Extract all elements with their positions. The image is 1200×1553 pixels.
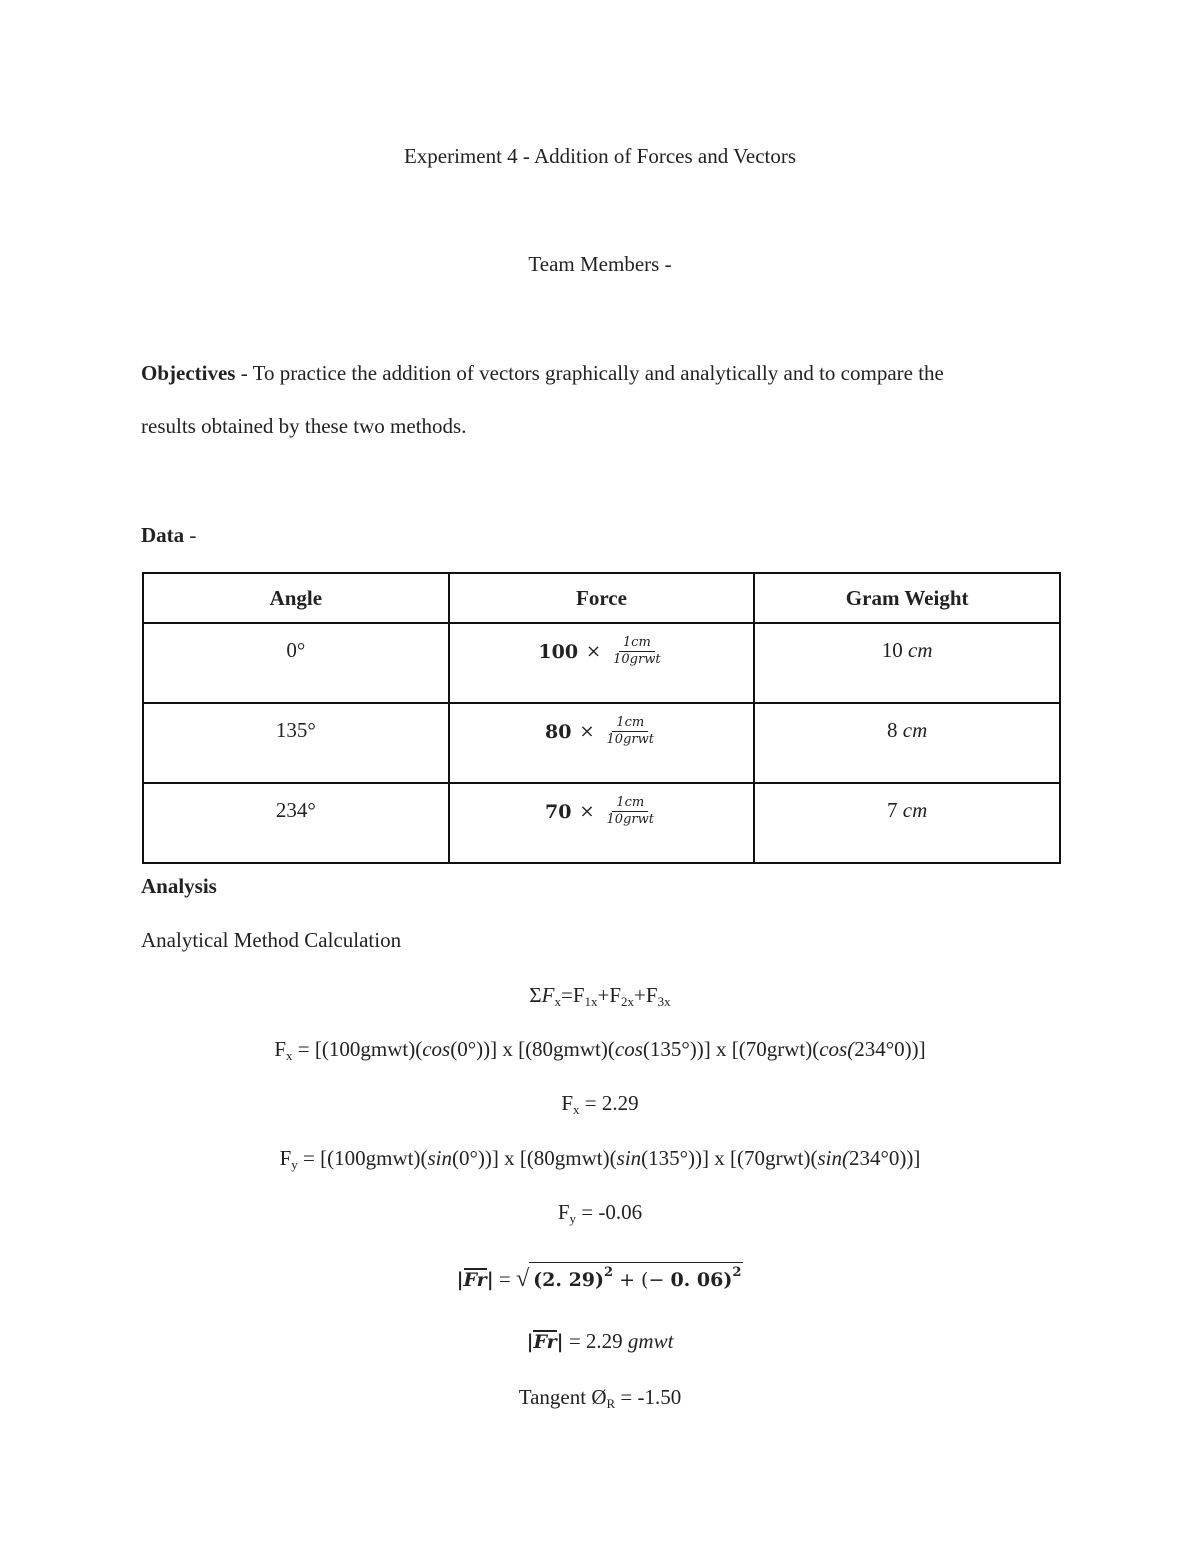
eq-text: =F [560, 983, 585, 1007]
force-value: 80 [544, 720, 572, 743]
analysis-heading [141, 873, 217, 899]
tangent-equation [0, 1385, 1200, 1412]
table-header-row [143, 573, 1060, 623]
data-label: Data [141, 523, 185, 547]
force-fraction [609, 636, 664, 668]
force-value: 70 [544, 800, 572, 823]
eq-text: F [557, 1200, 570, 1224]
cos-fn: cos [422, 1037, 451, 1061]
eq-text: = 2.29 [563, 1329, 628, 1353]
cell-force [449, 783, 755, 863]
eq-text: = [(100gmwt)( [292, 1037, 423, 1061]
gram-weight-unit: cm [908, 638, 933, 662]
fy-value [0, 1200, 1200, 1227]
eq-sub: x [554, 994, 561, 1009]
fr-vector: Fr [463, 1269, 487, 1291]
objectives-line-1 [141, 360, 944, 386]
fraction-denominator: 10grwt [606, 812, 654, 828]
eq-text: = -0.06 [576, 1200, 643, 1224]
fr-magnitude-equation: |Fr| = √ (2. 29)$^2$ + (− 0. 06)$^2$ [0, 1262, 1200, 1293]
team-members-label: Team Members - [528, 252, 672, 276]
eq-sub: R [606, 1396, 616, 1411]
eq-text: + (− [613, 1269, 671, 1291]
gram-weight-value: 7 [887, 798, 898, 822]
analysis-label: Analysis [141, 874, 217, 898]
eq-text: 0. 06) [670, 1269, 733, 1291]
data-table [142, 572, 1061, 864]
table-row [143, 623, 1060, 703]
header-gram-weight: Gram Weight [754, 573, 1060, 623]
times-sign: × [579, 801, 595, 823]
gram-weight-unit: cm [902, 718, 928, 742]
table-row [143, 783, 1060, 863]
force-fraction [603, 716, 658, 748]
fraction-denominator: 10grwt [613, 652, 661, 668]
force-fraction [603, 796, 658, 828]
fr-value: |Fr| = 2.29 gmwt [526, 1329, 674, 1353]
eq-sub: y [569, 1211, 577, 1226]
cell-angle: 135° [143, 703, 449, 783]
eq-text: +F [597, 983, 622, 1007]
analytical-method-subheading: Analytical Method Calculation [141, 928, 402, 952]
eq-f: F [541, 983, 555, 1007]
sin-fn: sin [616, 1146, 642, 1170]
eq-text: F [279, 1146, 292, 1170]
force-value: 100 [538, 640, 579, 663]
sqrt-body [529, 1262, 743, 1291]
cos-fn: cos [614, 1037, 643, 1061]
eq-text: = 2.29 [579, 1091, 639, 1115]
eq-exponent: 2 [604, 1265, 614, 1280]
eq-text: (135°))] x [(70grwt)( [641, 1146, 818, 1170]
eq-text: 234°0))] [854, 1037, 926, 1061]
document-title: Experiment 4 - Addition of Forces and Vectors [403, 144, 797, 168]
header-force: Force [449, 573, 755, 623]
eq-text: +F [634, 983, 658, 1007]
cell-gram-weight [754, 783, 1060, 863]
eq-sub: 2x [621, 994, 635, 1009]
gram-weight-value: 8 [887, 718, 898, 742]
fraction-numerator: 1cm [612, 716, 648, 732]
cell-gram-weight [754, 703, 1060, 783]
cell-gram-weight [754, 623, 1060, 703]
cell-force [449, 703, 755, 783]
eq-text: = [(100gmwt)( [297, 1146, 428, 1170]
objectives-label: Objectives [141, 361, 236, 385]
eq-text: (2. 29) [533, 1269, 605, 1291]
eq-text: (135°))] x [(70grwt)( [642, 1037, 820, 1061]
gram-weight-value: 10 [881, 638, 903, 662]
fr-unit: gmwt [627, 1329, 674, 1353]
fy-equation [0, 1146, 1200, 1173]
sin-fn: sin [427, 1146, 452, 1170]
data-suffix: - [184, 523, 197, 547]
eq-text: 234°0))] [849, 1146, 921, 1170]
table-row [143, 703, 1060, 783]
fraction-numerator: 1cm [619, 636, 655, 652]
eq-sub: y [291, 1157, 298, 1172]
fr-vector: Fr [533, 1331, 557, 1353]
fraction-denominator: 10grwt [606, 732, 654, 748]
eq-sub: 1x [584, 994, 598, 1009]
header-angle: Angle [143, 573, 449, 623]
objectives-text-1: - To practice the addition of vectors graphically and analytically and to compare the [235, 361, 944, 385]
eq-text: = [493, 1267, 516, 1291]
cell-force [449, 623, 755, 703]
times-sign: × [579, 721, 595, 743]
eq-text: (0°))] x [(80gmwt)( [450, 1037, 615, 1061]
eq-sub: x [286, 1048, 293, 1063]
fx-equation [0, 1037, 1200, 1064]
fx-value [0, 1091, 1200, 1118]
eq-text: (0°))] x [(80gmwt)( [451, 1146, 617, 1170]
sum-fx-equation [0, 983, 1200, 1010]
sin-fn: sin( [817, 1146, 849, 1170]
fraction-numerator: 1cm [612, 796, 648, 812]
eq-exponent: 2 [732, 1265, 742, 1280]
eq-text: Tangent Ø [518, 1385, 607, 1409]
cell-angle: 234° [143, 783, 449, 863]
eq-text: = -1.50 [615, 1385, 682, 1409]
times-sign: × [586, 641, 602, 663]
eq-text: F [274, 1037, 287, 1061]
objectives-line-2: results obtained by these two methods. [141, 414, 467, 438]
eq-sub: x [573, 1102, 580, 1117]
data-heading [141, 522, 196, 548]
sigma-symbol: Σ [529, 983, 542, 1007]
cos-fn: cos( [819, 1037, 855, 1061]
cell-angle: 0° [143, 623, 449, 703]
eq-text: F [561, 1091, 574, 1115]
gram-weight-unit: cm [902, 798, 928, 822]
eq-sub: 3x [657, 994, 671, 1009]
